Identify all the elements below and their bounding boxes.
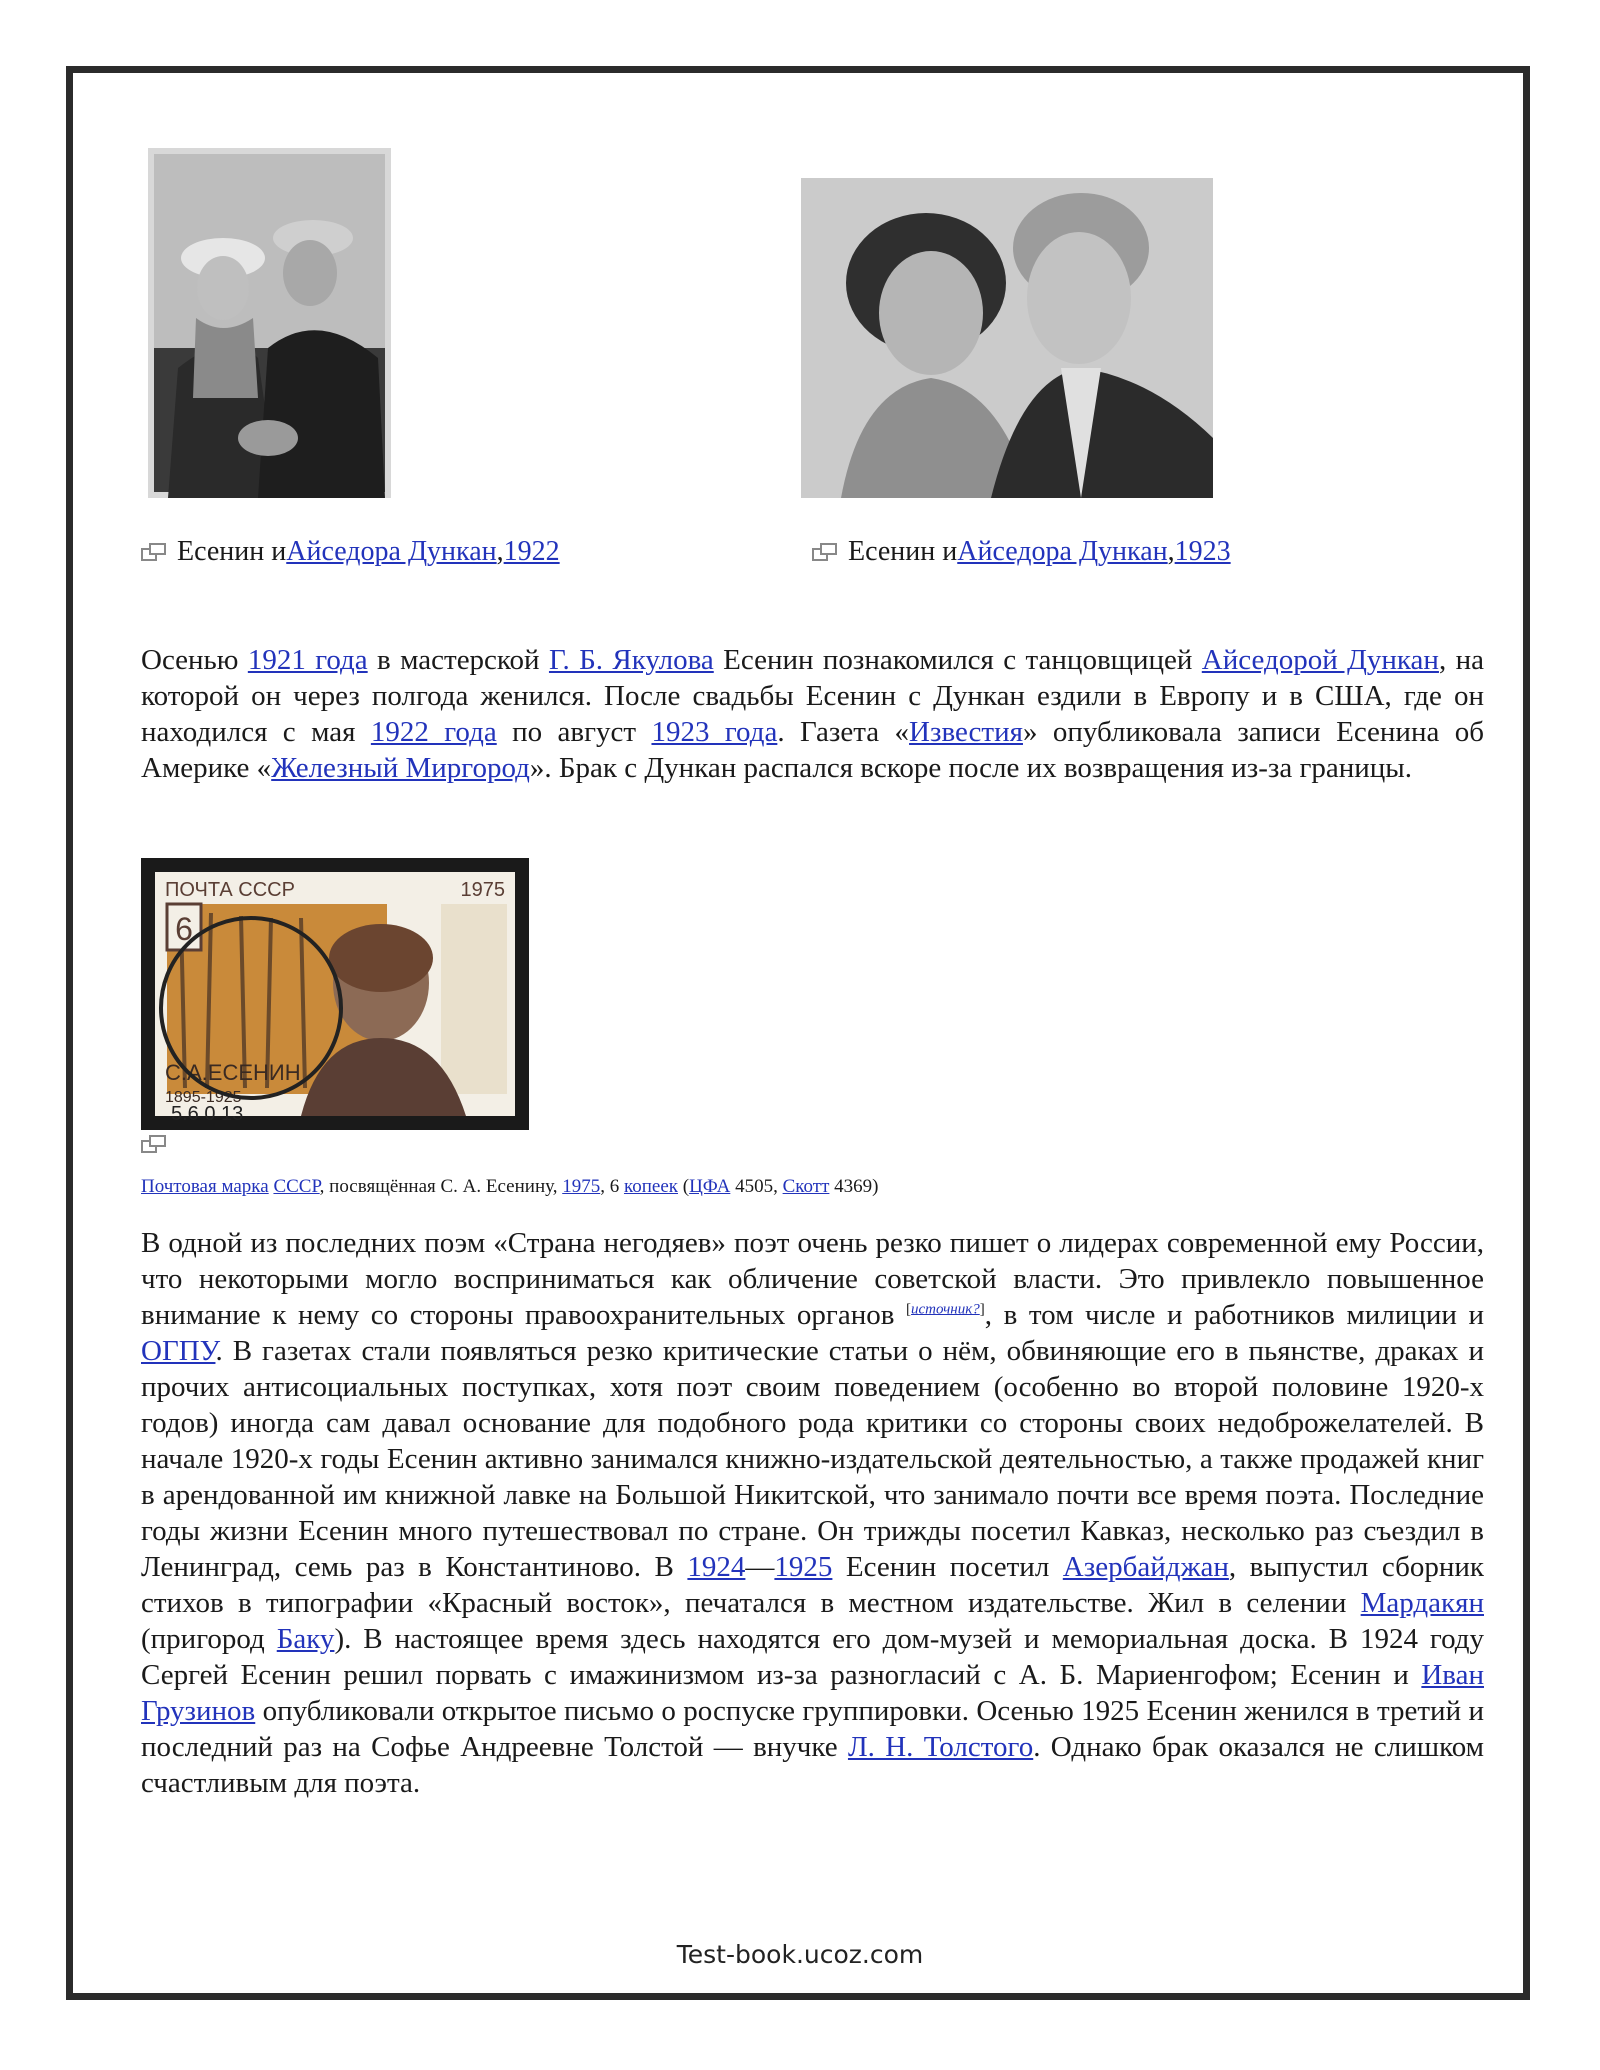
text: В одной из последних поэм «Страна негодяев» поэт очень резко пишет о лидерах современной ему России, что некоторыми могло восприниматься как обличение советской власти. Это привлекло повышенное внимание к нему со стороны правоохранительных органов xyxy=(141,1227,1484,1331)
link-yakulov[interactable]: Г. Б. Якулова xyxy=(548,644,714,676)
enlarge-icon[interactable] xyxy=(141,542,167,562)
photo-1922-image xyxy=(148,148,391,498)
text: , в том числе и работников милиции и xyxy=(984,1299,1484,1331)
caption-sep: , xyxy=(1167,536,1175,567)
text: , 6 xyxy=(600,1176,624,1197)
stamp-header-right: 1975 xyxy=(460,879,505,901)
link-baku[interactable]: Баку xyxy=(276,1623,335,1655)
stamp-picture xyxy=(141,858,529,1130)
link-1922[interactable]: 1922 xyxy=(503,536,560,567)
text: [ xyxy=(906,1301,912,1318)
photo-esenin-duncan-1922[interactable] xyxy=(148,148,391,498)
text: ( xyxy=(678,1176,690,1197)
link-1923[interactable]: 1923 xyxy=(1174,536,1231,567)
enlarge-icon[interactable] xyxy=(141,1134,167,1154)
paragraph-duncan xyxy=(141,642,1484,786)
photo-1923-caption xyxy=(812,535,1231,569)
text: опубликовали открытое письмо о роспуске группировки. Осенью 1925 Есенин женился в третий и последний раз на Софье Андреевне Толстой — внучке xyxy=(141,1695,1484,1763)
text: Есенин посетил xyxy=(832,1551,1063,1583)
link-ussr[interactable]: СССР xyxy=(273,1176,320,1197)
link-cfa[interactable]: ЦФА xyxy=(689,1176,731,1197)
caption-text: Есенин и xyxy=(177,536,287,567)
link-isadora-duncan[interactable]: Айседорой Дункан xyxy=(1201,644,1439,676)
text: — xyxy=(745,1551,775,1583)
citation-needed xyxy=(906,1301,985,1317)
link-1923-year[interactable]: 1923 года xyxy=(651,716,778,748)
link-tolstoy[interactable]: Л. Н. Толстого xyxy=(847,1731,1034,1763)
link-isadora-duncan[interactable]: Айседора Дункан xyxy=(957,536,1168,567)
text: . Однако брак оказался не слишком счастливым для поэта. xyxy=(141,1731,1484,1799)
photo-1923-image xyxy=(801,178,1213,498)
text: 4369) xyxy=(829,1176,879,1197)
link-1975[interactable]: 1975 xyxy=(562,1176,601,1197)
photo-esenin-duncan-1923[interactable] xyxy=(801,178,1213,498)
text: ). В настоящее время здесь находятся его дом-музей и мемориальная доска. В 1924 году Сергей Есенин решил порвать с имажинизмом из-за разногласий с А. Б. Мариенгофом; Есенин и xyxy=(141,1623,1484,1691)
link-1925[interactable]: 1925 xyxy=(774,1551,833,1583)
link-ivan-gruzinov[interactable]: Иван Грузинов xyxy=(141,1659,1484,1727)
link-kopeks[interactable]: копеек xyxy=(623,1176,678,1197)
text: Есенин познакомился с танцовщицей xyxy=(713,644,1202,676)
text: . В газетах стали появляться резко критические статьи о нём, обвиняющие его в пьянстве, драках и прочих антисоциальных поступках, хотя поэт своим поведением (особенно во второй половине 1920-х годов) иногда сам давал основание для подобного рода критики со стороны своих недоброжелателей. В начале 1920-х годы Есенин активно занимался книжно-издательской деятельностью, а также продажей книг в арендованной им книжной лавке на Большой Никитской, что занимало почти все время поэта. Последние годы жизни Есенин много путешествовал по стране. Он трижды посетил Кавказ, несколько раз съездил в Ленинград, семь раз в Константиново. В xyxy=(141,1335,1484,1583)
text: ». Брак с Дункан распался вскоре после их возвращения из-за границы. xyxy=(529,752,1413,784)
text: 4505, xyxy=(730,1176,783,1197)
link-1921[interactable]: 1921 года xyxy=(247,644,368,676)
link-isadora-duncan[interactable]: Айседора Дункан xyxy=(286,536,497,567)
text: , на которой он через полгода женился. После свадьбы Есенин с Дункан ездили в Европу и в США, где он находился с мая xyxy=(141,644,1484,748)
photo-1922-caption xyxy=(141,535,560,569)
text: в мастерской xyxy=(367,644,549,676)
paragraph-last-years xyxy=(141,1225,1484,1801)
link-1924[interactable]: 1924 xyxy=(687,1551,746,1583)
link-izvestia[interactable]: Известия xyxy=(909,716,1023,748)
stamp-years: 1895-1925 xyxy=(165,1089,242,1106)
caption-text: Есенин и xyxy=(848,536,958,567)
caption-sep: , xyxy=(496,536,504,567)
stamp-value: 6 xyxy=(175,911,193,947)
link-postage-stamp[interactable]: Почтовая марка xyxy=(141,1176,269,1197)
text: ] xyxy=(979,1301,985,1318)
link-source-needed[interactable]: источник? xyxy=(911,1301,980,1318)
link-mardakan[interactable]: Мардакян xyxy=(1360,1587,1484,1619)
link-ogpu[interactable]: ОГПУ xyxy=(141,1335,216,1367)
link-azerbaijan[interactable]: Азербайджан xyxy=(1062,1551,1229,1583)
postage-stamp-image[interactable] xyxy=(141,858,529,1130)
enlarge-icon[interactable] xyxy=(812,542,838,562)
stamp-postmark: 5.6 0 13 xyxy=(171,1103,244,1125)
text: Осенью xyxy=(141,644,248,676)
page-footer: Test-book.ucoz.com xyxy=(676,1940,924,1969)
link-1922-year[interactable]: 1922 года xyxy=(370,716,497,748)
stamp-header-left: ПОЧТА СССР xyxy=(165,879,295,901)
link-zhelezny-mirgorod[interactable]: Железный Миргород xyxy=(271,752,530,784)
text: (пригород xyxy=(141,1623,277,1655)
text: по август xyxy=(496,716,652,748)
text: » опубликовала записи Есенина об Америке « xyxy=(141,716,1485,784)
link-scott[interactable]: Скотт xyxy=(782,1176,830,1197)
text: . Газета « xyxy=(777,716,910,748)
stamp-name: С.А.ЕСЕНИН xyxy=(165,1060,301,1085)
text: , выпустил сборник стихов в типографии «Красный восток», печатался в местном издательстве. Жил в селении xyxy=(141,1551,1485,1619)
stamp-caption xyxy=(141,1175,878,1199)
text: , посвящённая С. А. Есенину, xyxy=(319,1176,563,1197)
